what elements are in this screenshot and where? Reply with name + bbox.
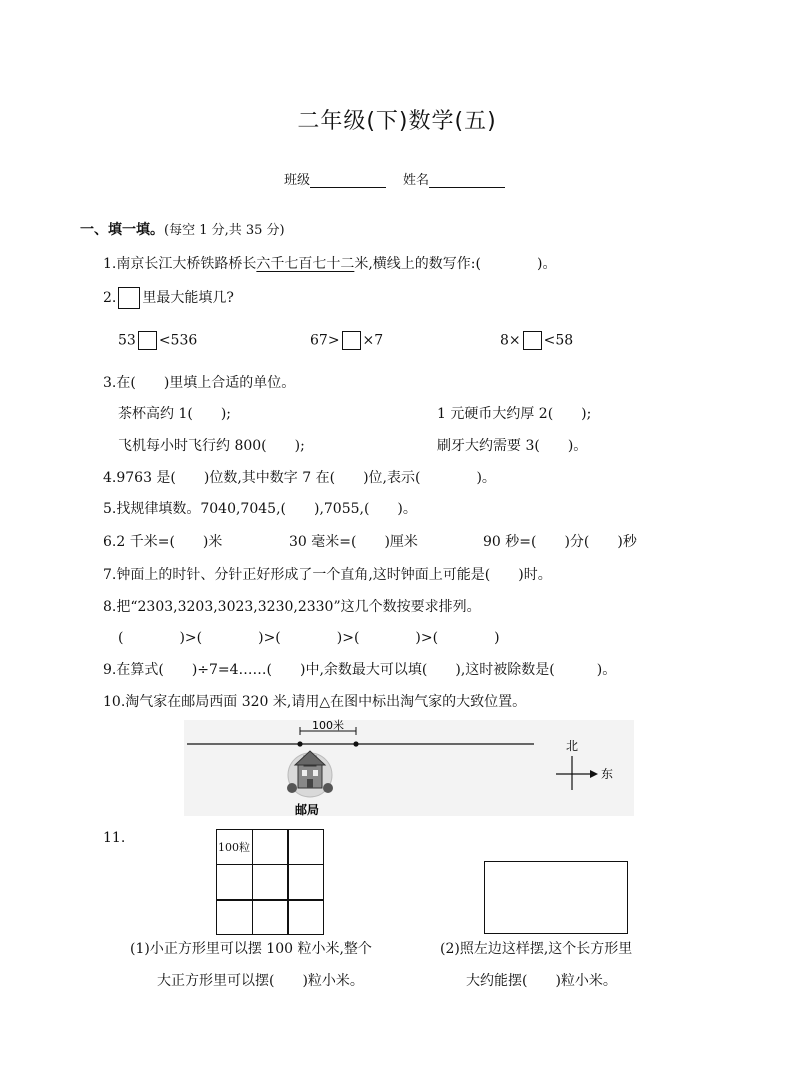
page-title: 二年级(下)数学(五) xyxy=(297,109,497,134)
q1-underlined: 六千七百七十二 xyxy=(256,256,355,272)
post-office-point xyxy=(297,741,302,746)
section-heading: 一、填一填。 xyxy=(80,222,164,238)
question-3-stem: 3.在( )里填上合适的单位。 xyxy=(103,375,296,391)
question-9: 9.在算式( )÷7=4……( )中,余数最大可以填( ),这时被除数是( )。 xyxy=(103,662,617,678)
section-note: (每空 1 分,共 35 分) xyxy=(164,223,285,238)
grid-cell xyxy=(216,899,253,935)
question-2a xyxy=(118,331,197,350)
map-diagram xyxy=(180,718,640,818)
map-background xyxy=(184,720,634,816)
question-3a: 茶杯高约 1( ); xyxy=(118,406,231,422)
grid-cell xyxy=(216,829,253,865)
question-7: 7.钟面上的时针、分针正好形成了一个直角,这时钟面上可能是( )时。 xyxy=(103,567,552,583)
question-1 xyxy=(103,253,556,273)
question-6b: 30 毫米=( )厘米 xyxy=(289,534,418,550)
q2b-left: 67> xyxy=(310,332,340,349)
grid-cell xyxy=(287,864,324,901)
q2a-right: <536 xyxy=(158,332,198,349)
grid-cell xyxy=(287,899,324,935)
question-3b: 1 元硬币大约厚 2( ); xyxy=(437,406,592,422)
question-10: 10.淘气家在邮局西面 320 米,请用△在图中标出淘气家的大致位置。 xyxy=(103,694,527,710)
name-field[interactable] xyxy=(403,169,505,188)
name-blank[interactable] xyxy=(429,173,505,188)
question-2b xyxy=(310,331,383,350)
question-2-stem xyxy=(103,287,234,309)
q1-prefix: 1.南京长江大桥铁路桥长 xyxy=(103,256,257,272)
question-6c: 90 秒=( )分( )秒 xyxy=(483,534,637,550)
q2-prefix: 2. xyxy=(103,290,117,306)
name-label: 姓名 xyxy=(403,173,430,188)
q2a-left: 53 xyxy=(118,332,136,349)
q2a-box[interactable] xyxy=(138,331,157,350)
grid-cell xyxy=(252,899,289,935)
rectangle-figure xyxy=(484,861,628,934)
east-label: 东 xyxy=(601,767,614,781)
grid-cell xyxy=(216,864,253,901)
q2b-box[interactable] xyxy=(342,331,361,350)
north-label: 北 xyxy=(565,739,579,753)
question-3c: 飞机每小时飞行约 800( ); xyxy=(118,438,305,454)
q2c-left: 8× xyxy=(500,332,521,349)
question-5: 5.找规律填数。7040,7045,( ),7055,( )。 xyxy=(103,501,417,517)
grid-cell xyxy=(252,864,289,901)
question-8-order: ( )>( )>( )>( )>( ) xyxy=(118,630,500,646)
class-blank[interactable] xyxy=(310,173,386,188)
q2-suffix: 里最大能填几? xyxy=(142,290,234,306)
post-office-label: 邮局 xyxy=(294,803,320,817)
scale-label: 100米 xyxy=(312,719,344,732)
question-11-number: 11. xyxy=(103,830,126,846)
question-4: 4.9763 是( )位数,其中数字 7 在( )位,表示( )。 xyxy=(103,470,496,486)
grid-cell xyxy=(287,829,324,865)
question-11-part2-line2: 大约能摆( )粒小米。 xyxy=(466,973,617,989)
class-field[interactable] xyxy=(284,169,386,188)
question-2c xyxy=(500,331,573,350)
q2b-right: ×7 xyxy=(362,332,384,349)
cell-label: 100粒 xyxy=(218,841,250,854)
grid-cell xyxy=(252,829,289,865)
q2c-right: <58 xyxy=(543,332,574,349)
question-11-part2-line1: (2)照左边这样摆,这个长方形里 xyxy=(440,941,633,957)
question-11-part1-line1: (1)小正方形里可以摆 100 粒小米,整个 xyxy=(130,941,372,957)
question-3d: 刷牙大约需要 3( )。 xyxy=(437,438,588,454)
question-6a: 6.2 千米=( )米 xyxy=(103,534,223,550)
q2c-box[interactable] xyxy=(523,331,542,350)
scale-end-point xyxy=(353,741,358,746)
question-11-part1-line2: 大正方形里可以摆( )粒小米。 xyxy=(157,973,364,989)
class-label: 班级 xyxy=(284,173,311,188)
q1-suffix: 米,横线上的数写作:( )。 xyxy=(354,256,557,272)
answer-box[interactable] xyxy=(118,287,140,309)
question-8-stem: 8.把“2303,3203,3023,3230,2330”这几个数按要求排列。 xyxy=(103,599,481,615)
section-header xyxy=(80,219,285,239)
big-square-grid xyxy=(216,829,324,935)
